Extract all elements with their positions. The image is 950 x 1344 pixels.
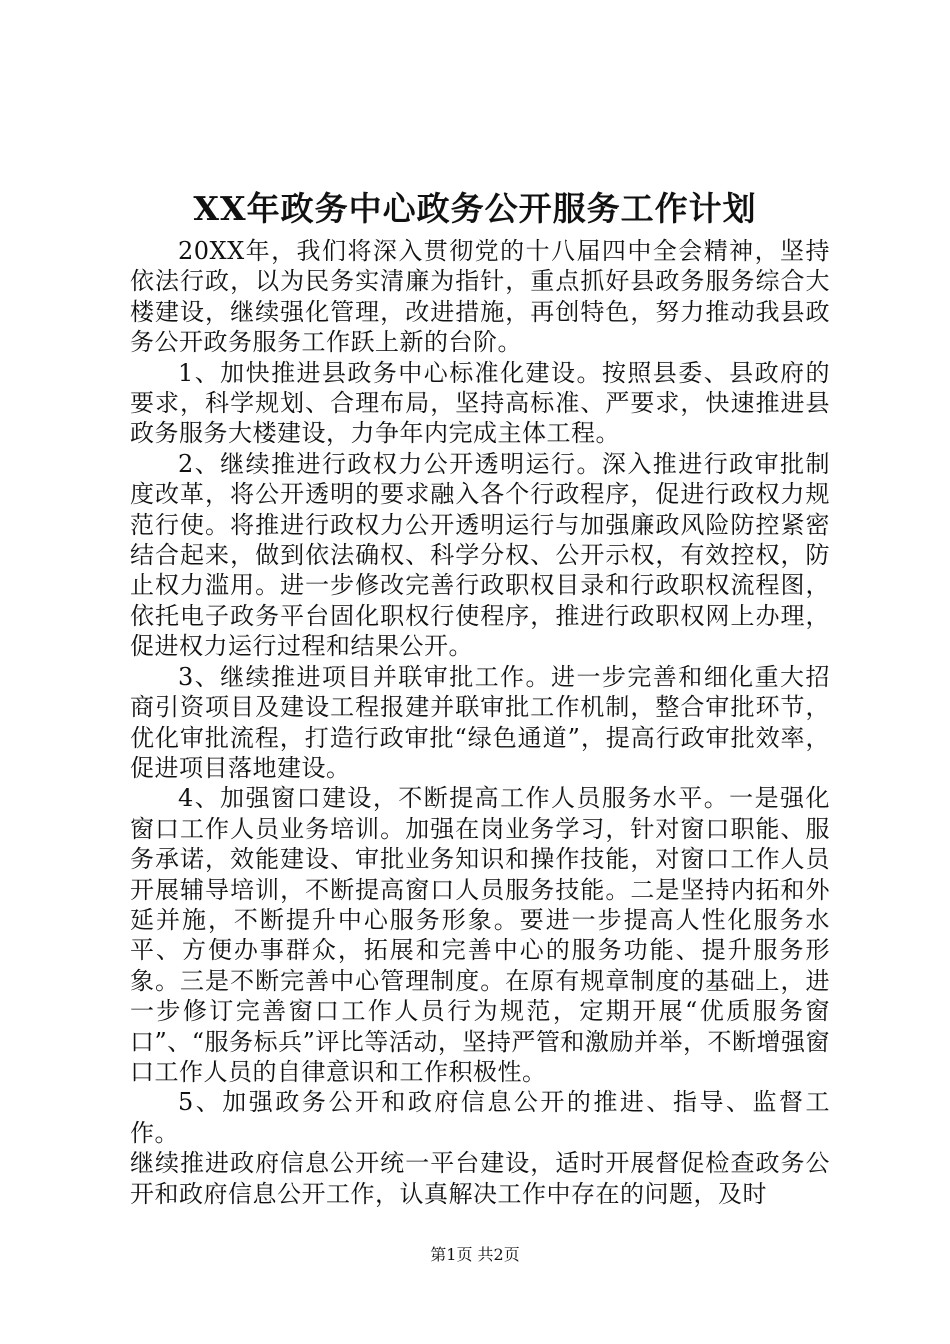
document-body [130,236,830,1209]
paragraph-item-3: 3、继续推进项目并联审批工作。进一步完善和细化重大招商引资项目及建设工程报建并联审批工作机制，整合审批环节，优化审批流程，打造行政审批“绿色通道”，提高行政审批效率，促进项目落地建设。 [130,662,830,782]
page-footer [0,1244,950,1266]
paragraph-item-5-heading: 5、加强政务公开和政府信息公开的推进、指导、监督工作。 [130,1088,830,1147]
page-number-label: 第1页 共2页 [430,1245,520,1264]
paragraph-item-4: 4、加强窗口建设，不断提高工作人员服务水平。一是强化窗口工作人员业务培训。加强在岗业务学习，针对窗口职能、服务承诺，效能建设、审批业务知识和操作技能，对窗口工作人员开展辅导培训，不断提高窗口人员服务技能。二是坚持内拓和外延并施，不断提升中心服务形象。要进一步提高人性化服务水平、方便办事群众，拓展和完善中心的服务功能、提升服务形象。三是不断完善中心管理制度。在原有规章制度的基础上，进一步修订完善窗口工作人员行为规范，定期开展“优质服务窗口”、“服务标兵”评比等活动，坚持严管和激励并举，不断增强窗口工作人员的自律意识和工作积极性。 [130,784,830,1086]
paragraph-item-1: 1、加快推进县政务中心标准化建设。按照县委、县政府的要求，科学规划、合理布局，坚持高标准、严要求，快速推进县政务服务大楼建设，力争年内完成主体工程。 [130,358,830,448]
paragraph-item-5-body: 继续推进政府信息公开统一平台建设，适时开展督促检查政务公开和政府信息公开工作，认真解决工作中存在的问题，及时 [130,1149,830,1208]
document-title: XX年政务中心政务公开服务工作计划 [193,189,757,228]
paragraph-item-2: 2、继续推进行政权力公开透明运行。深入推进行政审批制度改革，将公开透明的要求融入各个行政程序，促进行政权力规范行使。将推进行政权力公开透明运行与加强廉政风险防控紧密结合起来，做到依法确权、科学分权、公开示权，有效控权，防止权力滥用。进一步修改完善行政职权目录和行政职权流程图，依托电子政务平台固化职权行使程序，推进行政职权网上办理，促进权力运行过程和结果公开。 [130,449,830,661]
paragraph-intro: 20XX年，我们将深入贯彻党的十八届四中全会精神，坚持依法行政，以为民务实清廉为指针，重点抓好县政务服务综合大楼建设，继续强化管理，改进措施，再创特色，努力推动我县政务公开政务服务工作跃上新的台阶。 [130,237,830,357]
